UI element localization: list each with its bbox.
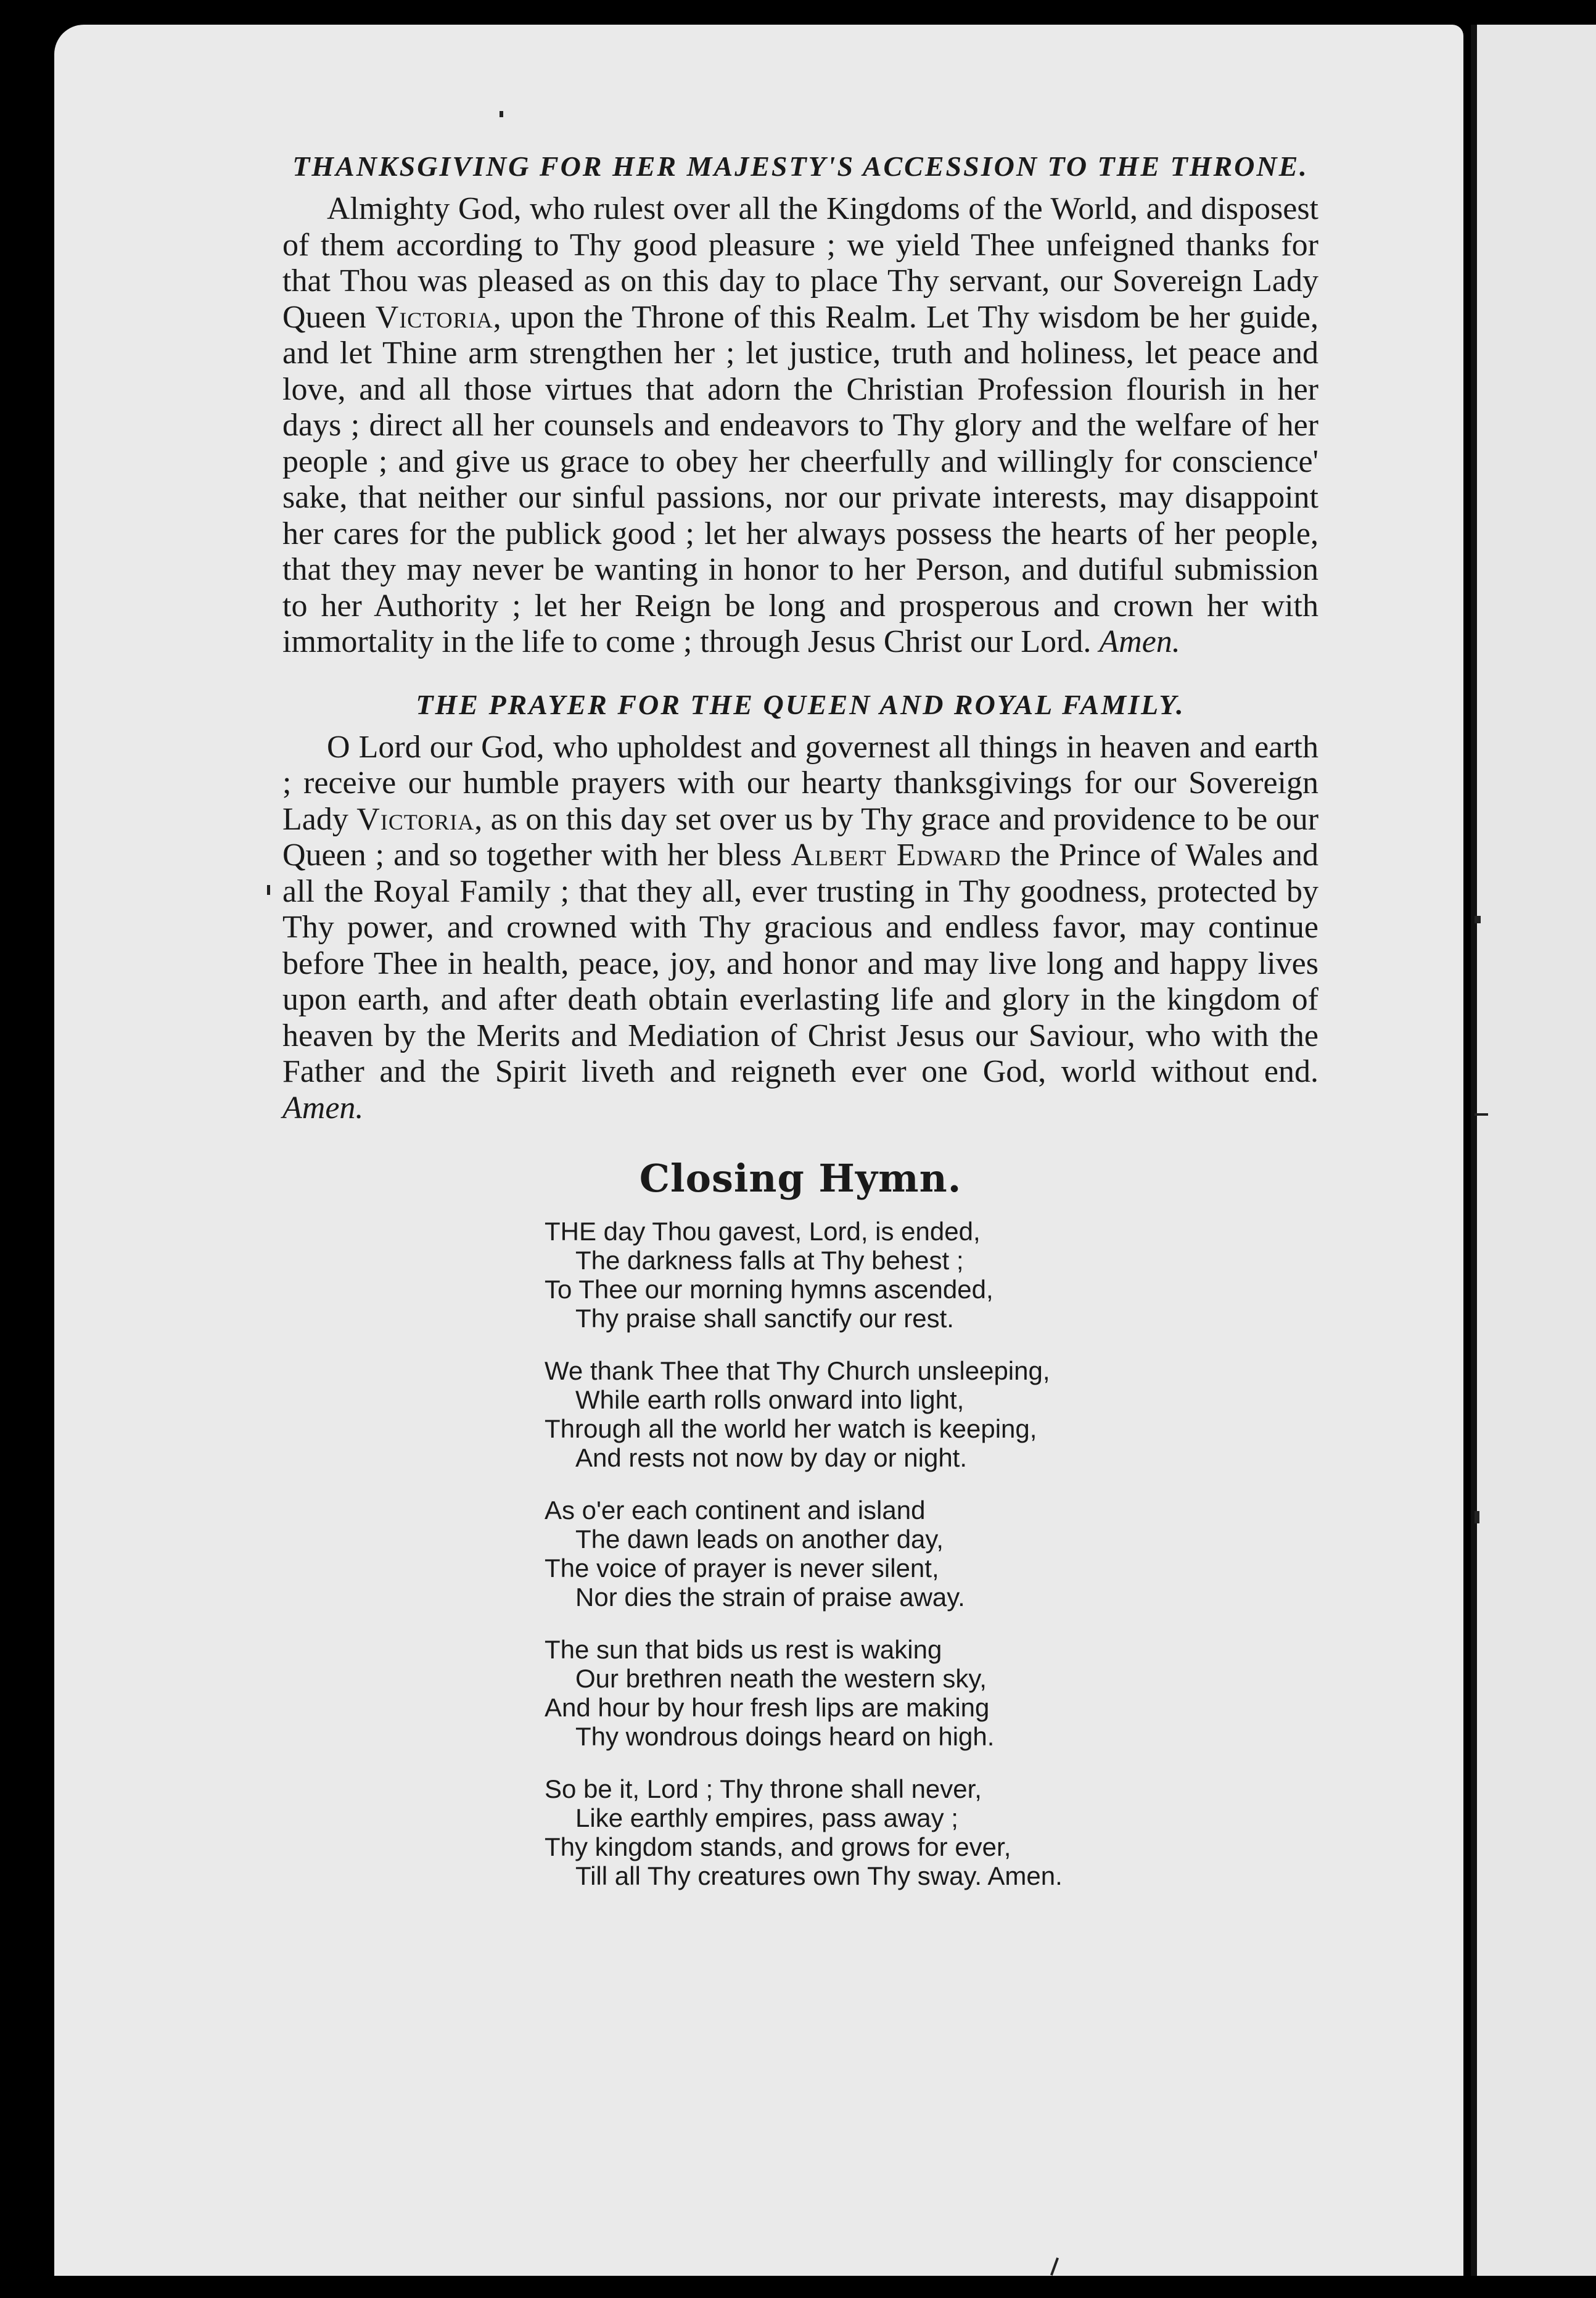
- prayer2-name-1: Victoria: [356, 801, 475, 837]
- hymn-line: Our brethren neath the western sky,: [575, 1664, 987, 1693]
- hymn-line: The voice of prayer is never silent,: [545, 1554, 939, 1583]
- prayer1-title: THANKSGIVING FOR HER MAJESTY'S ACCESSION TO THE THRONE.: [292, 150, 1309, 182]
- text-block: [282, 148, 1318, 1914]
- edge-tick: [1475, 916, 1481, 923]
- hymn-stanza-2: [545, 1356, 1223, 1472]
- stray-mark: [267, 885, 270, 895]
- hymn-stanza-5: [545, 1774, 1223, 1890]
- prayer1-text-b: , upon the Throne of this Realm. Let Thy wisdom be her guide, and let Thine arm strengthen her ; let justice, truth and holiness, let peace and love, and all those virtues that adorn the Christian Profession flourish in her days ; direct all her counsels and endeavors to Thy glory and the welfare of her people ; and give us grace to obey her cheerfully and willingly for conscience' sake, that neither our sinful passions, nor our private interests, may disappoint her cares for the publick good ; let her always possess the hearts of her people, that they may never be wanting in honor to her Person, and dutiful submission to her Authority ; let her Reign be long and prosperous and crown her with immortality in the life to come ; through Jesus Christ our Lord.: [282, 299, 1318, 659]
- hymn-line: Thy wondrous doings heard on high.: [575, 1722, 995, 1751]
- prayer1-name: Victoria: [375, 299, 493, 335]
- hymn-stanza-4: [545, 1635, 1223, 1751]
- prayer1-amen: Amen.: [1099, 624, 1180, 659]
- stray-mark: [1050, 2257, 1059, 2276]
- hymn-line: THE day Thou gavest, Lord, is ended,: [545, 1217, 981, 1246]
- hymn-line: And rests not now by day or night.: [575, 1443, 968, 1472]
- edge-tick: [1475, 1511, 1479, 1523]
- edge-tick: [1475, 1113, 1488, 1116]
- hymn-line: Through all the world her watch is keeping,: [545, 1414, 1037, 1443]
- adjacent-page-edge: [1471, 25, 1596, 2276]
- hymn-line: To Thee our morning hymns ascended,: [545, 1275, 993, 1304]
- hymn-line: Nor dies the strain of praise away.: [575, 1583, 965, 1612]
- hymn-line: We thank Thee that Thy Church unsleeping,: [545, 1356, 1050, 1385]
- prayer2-text-b: , as on this day set over us by Thy grace and providence to be our Queen ; and so together with her bless: [282, 801, 1319, 873]
- hymn-title: Closing Hymn.: [639, 1156, 962, 1201]
- prayer2-text-c: the Prince of Wales and all the Royal Family ; that they all, ever trusting in Thy goodness, protected by Thy power, and crowned with Thy gracious and endless favor, may continue before Thee in health, peace, joy, and honor and may live long and happy lives upon earth, and after death obtain everlasting life and glory in the kingdom of heaven by the Merits and Mediation of Christ Jesus our Saviour, who with the Father and the Spirit liveth and reigneth ever one God, world without end.: [282, 838, 1318, 1089]
- prayer1-text-a: Almighty God, who rulest over all the Kingdoms of the World, and disposest of them according to Thy good pleasure ; we yield Thee unfeigned thanks for that Thou was pleased as on this day to place Thy servant, our Sovereign Lady Queen: [282, 191, 1318, 335]
- hymn-line: While earth rolls onward into light,: [575, 1385, 965, 1414]
- hymn-line: The sun that bids us rest is waking: [545, 1635, 942, 1664]
- prayer1-paragraph: [282, 191, 1318, 661]
- hymn: [545, 1217, 1223, 1890]
- prayer2-title: THE PRAYER FOR THE QUEEN AND ROYAL FAMILY.: [416, 688, 1185, 720]
- hymn-line: The darkness falls at Thy behest ;: [575, 1246, 964, 1275]
- hymn-line: So be it, Lord ; Thy throne shall never,: [545, 1774, 982, 1803]
- hymn-stanza-1: [545, 1217, 1223, 1333]
- hymn-line: Till all Thy creatures own Thy sway. Amen.: [575, 1861, 1063, 1890]
- hymn-line: As o'er each continent and island: [545, 1496, 926, 1525]
- prayer2-amen: Amen.: [282, 1090, 364, 1126]
- hymn-line: And hour by hour fresh lips are making: [545, 1693, 990, 1722]
- document-page: [54, 25, 1463, 2276]
- hymn-line: The dawn leads on another day,: [575, 1525, 944, 1554]
- hymn-line: Thy kingdom stands, and grows for ever,: [545, 1832, 1011, 1861]
- prayer2-text-a: O Lord our God, who upholdest and governest all things in heaven and earth ; receive our humble prayers with our hearty thanksgivings for our Sovereign Lady: [282, 729, 1318, 837]
- stray-mark: [500, 111, 503, 117]
- hymn-stanza-3: [545, 1496, 1223, 1612]
- prayer2-name-2: Albert Edward: [791, 838, 1002, 873]
- prayer2-paragraph: [282, 730, 1318, 1127]
- hymn-line: Thy praise shall sanctify our rest.: [575, 1304, 954, 1333]
- hymn-line: Like earthly empires, pass away ;: [575, 1803, 958, 1832]
